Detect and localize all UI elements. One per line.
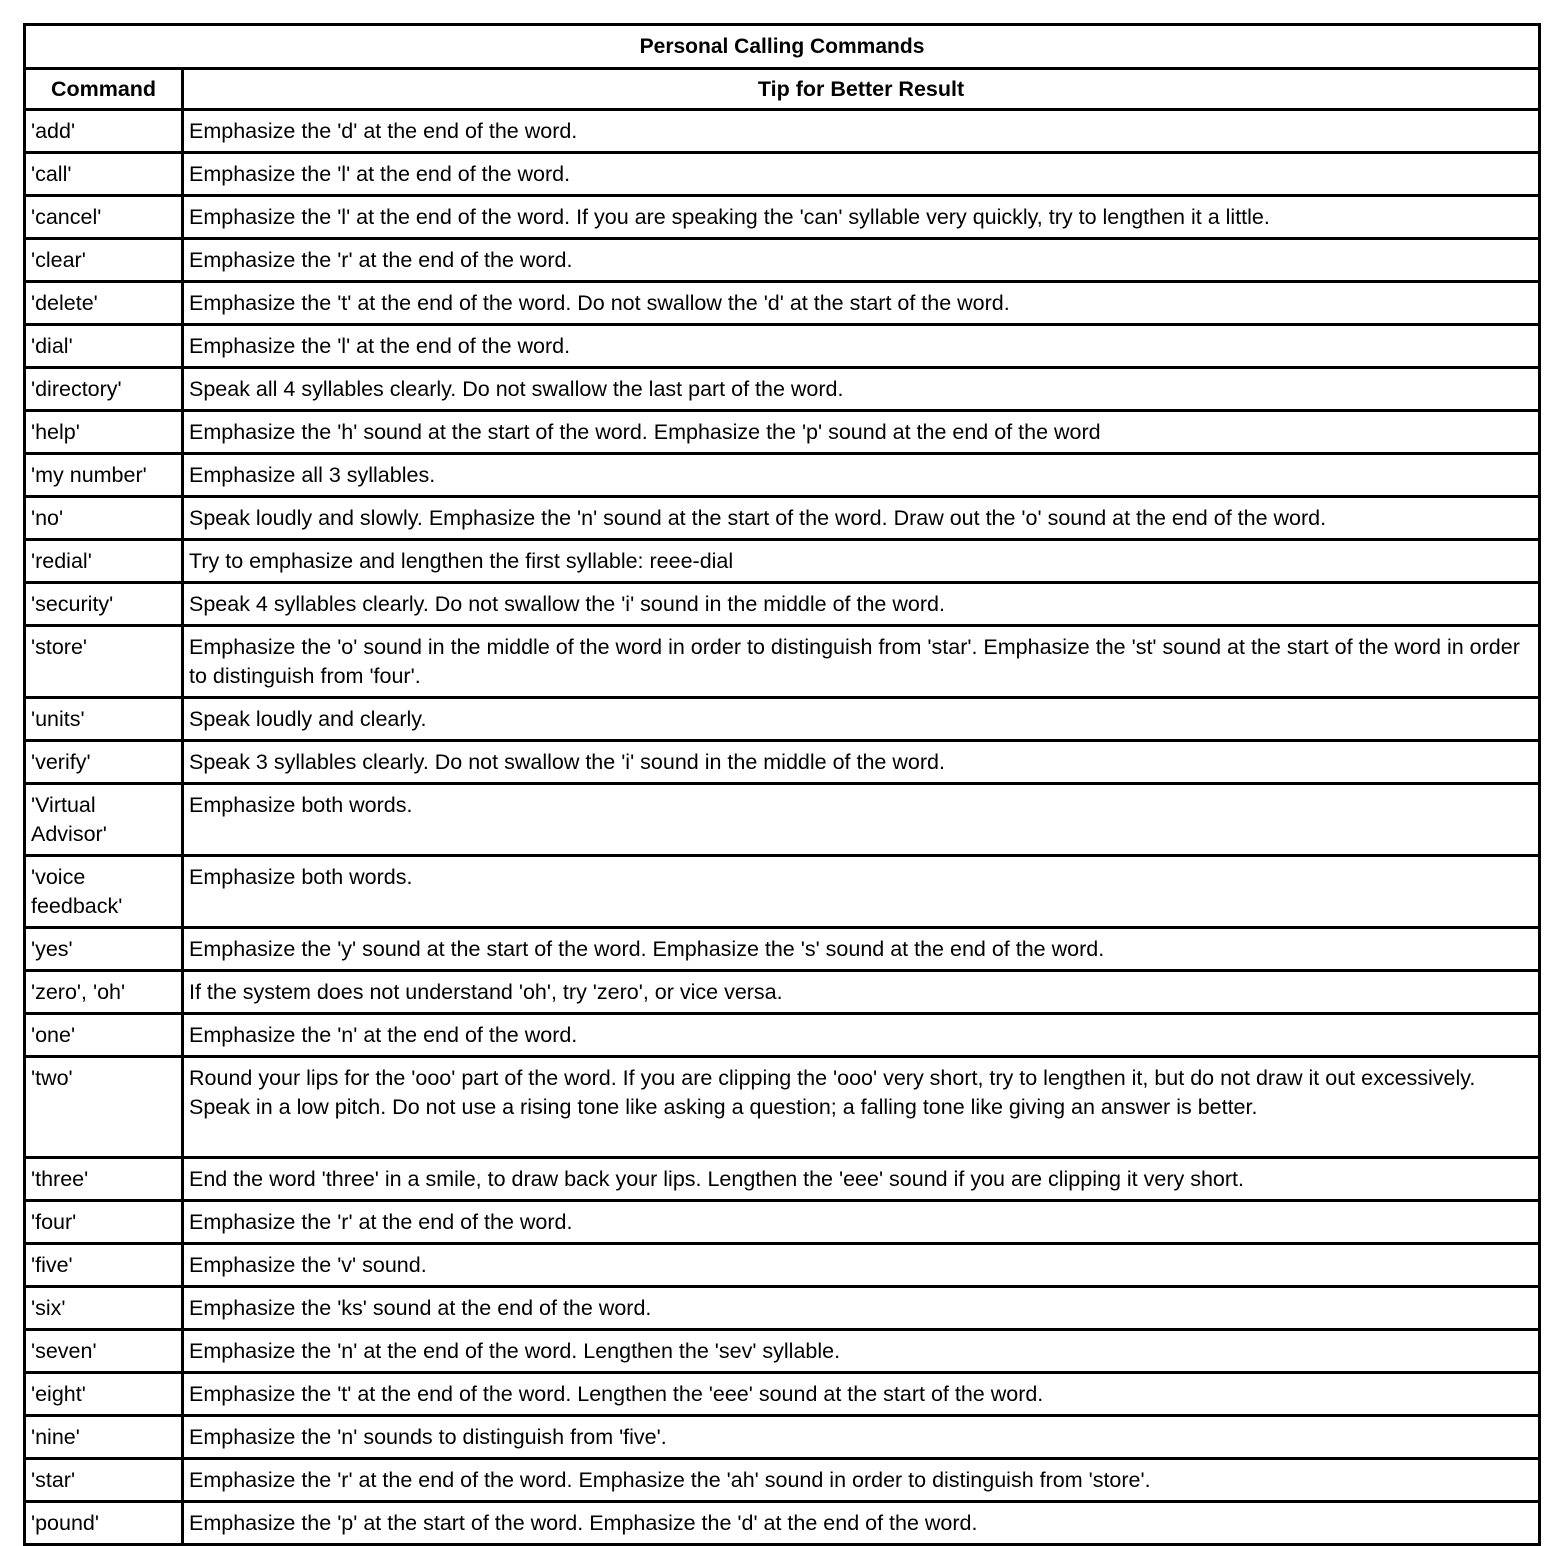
command-cell: 'seven': [25, 1330, 183, 1373]
tip-cell: Emphasize the 'y' sound at the start of the word. Emphasize the 's' sound at the end of the word.: [183, 928, 1540, 971]
table-row: [25, 698, 1540, 741]
command-cell: 'dial': [25, 325, 183, 368]
table-row: [25, 282, 1540, 325]
column-header-command: Command: [25, 69, 183, 110]
command-cell: 'add': [25, 110, 183, 153]
column-header-tip: Tip for Better Result: [183, 69, 1540, 110]
tip-cell: Emphasize the 'l' at the end of the word.: [183, 153, 1540, 196]
command-cell: 'two': [25, 1057, 183, 1158]
tip-cell: Emphasize the 'd' at the end of the word.: [183, 110, 1540, 153]
tip-cell: Emphasize the 'n' sounds to distinguish from 'five'.: [183, 1416, 1540, 1459]
tip-cell: Emphasize the 'ks' sound at the end of the word.: [183, 1287, 1540, 1330]
tip-cell: Emphasize the 'r' at the end of the word. Emphasize the 'ah' sound in order to distinguish from 'store'.: [183, 1459, 1540, 1502]
table-row: [25, 239, 1540, 282]
tip-cell: Speak loudly and clearly.: [183, 698, 1540, 741]
tip-cell: Emphasize the 'r' at the end of the word.: [183, 239, 1540, 282]
table-row: [25, 110, 1540, 153]
command-cell: 'cancel': [25, 196, 183, 239]
command-cell: 'yes': [25, 928, 183, 971]
command-cell: 'star': [25, 1459, 183, 1502]
tip-cell: Emphasize the 'o' sound in the middle of the word in order to distinguish from 'star'. Emphasize the 'st' sound at the start of the word in order to distinguish from 'four'.: [183, 626, 1540, 698]
command-cell: 'verify': [25, 741, 183, 784]
tip-cell: Emphasize both words.: [183, 784, 1540, 856]
tip-cell: Emphasize the 'n' at the end of the word. Lengthen the 'sev' syllable.: [183, 1330, 1540, 1373]
tip-cell: Emphasize the 'r' at the end of the word.: [183, 1201, 1540, 1244]
table-row: [25, 1330, 1540, 1373]
command-cell: 'units': [25, 698, 183, 741]
table-row: [25, 454, 1540, 497]
tip-cell: Emphasize the 't' at the end of the word. Lengthen the 'eee' sound at the start of the word.: [183, 1373, 1540, 1416]
tip-cell: Speak all 4 syllables clearly. Do not swallow the last part of the word.: [183, 368, 1540, 411]
table-row: [25, 856, 1540, 928]
table-row: [25, 1158, 1540, 1201]
tip-cell: Emphasize the 'h' sound at the start of the word. Emphasize the 'p' sound at the end of the word: [183, 411, 1540, 454]
tip-cell: Speak loudly and slowly. Emphasize the 'n' sound at the start of the word. Draw out the 'o' sound at the end of the word.: [183, 497, 1540, 540]
command-cell: 'store': [25, 626, 183, 698]
table-row: [25, 1459, 1540, 1502]
command-cell: 'pound': [25, 1502, 183, 1545]
command-cell: 'directory': [25, 368, 183, 411]
table-row: [25, 411, 1540, 454]
table-row: [25, 1057, 1540, 1158]
table-row: [25, 1373, 1540, 1416]
tip-cell: Speak 4 syllables clearly. Do not swallow the 'i' sound in the middle of the word.: [183, 583, 1540, 626]
command-cell: 'no': [25, 497, 183, 540]
tip-cell: End the word 'three' in a smile, to draw back your lips. Lengthen the 'eee' sound if you are clipping it very short.: [183, 1158, 1540, 1201]
command-cell: 'voice feedback': [25, 856, 183, 928]
table-row: [25, 1201, 1540, 1244]
command-cell: 'six': [25, 1287, 183, 1330]
table-row: [25, 741, 1540, 784]
command-cell: 'clear': [25, 239, 183, 282]
table-row: [25, 928, 1540, 971]
command-cell: 'nine': [25, 1416, 183, 1459]
table-row: [25, 1014, 1540, 1057]
tip-cell: Emphasize the 'l' at the end of the word. If you are speaking the 'can' syllable very quickly, try to lengthen it a little.: [183, 196, 1540, 239]
table-row: [25, 1502, 1540, 1545]
table-row: [25, 153, 1540, 196]
table-row: [25, 196, 1540, 239]
tip-cell: Emphasize both words.: [183, 856, 1540, 928]
command-cell: 'delete': [25, 282, 183, 325]
command-cell: 'three': [25, 1158, 183, 1201]
commands-table: [23, 23, 1541, 1546]
tip-cell: Round your lips for the 'ooo' part of the word. If you are clipping the 'ooo' very short, try to lengthen it, but do not draw it out excessively. Speak in a low pitch. Do not use a rising tone like asking a question; a falling tone like giving an answer is better.: [183, 1057, 1540, 1158]
tip-cell: Speak 3 syllables clearly. Do not swallow the 'i' sound in the middle of the word.: [183, 741, 1540, 784]
table-row: [25, 368, 1540, 411]
tip-cell: Emphasize the 'v' sound.: [183, 1244, 1540, 1287]
tip-cell: Try to emphasize and lengthen the first syllable: reee-dial: [183, 540, 1540, 583]
command-cell: 'zero', 'oh': [25, 971, 183, 1014]
command-cell: 'Virtual Advisor': [25, 784, 183, 856]
table-title: Personal Calling Commands: [25, 25, 1540, 69]
command-cell: 'eight': [25, 1373, 183, 1416]
tip-cell: Emphasize the 'l' at the end of the word.: [183, 325, 1540, 368]
table-row: [25, 497, 1540, 540]
command-cell: 'five': [25, 1244, 183, 1287]
command-cell: 'redial': [25, 540, 183, 583]
command-cell: 'one': [25, 1014, 183, 1057]
table-row: [25, 540, 1540, 583]
tip-cell: Emphasize all 3 syllables.: [183, 454, 1540, 497]
table-row: [25, 1287, 1540, 1330]
table-row: [25, 583, 1540, 626]
table-row: [25, 1416, 1540, 1459]
table-row: [25, 325, 1540, 368]
command-cell: 'four': [25, 1201, 183, 1244]
command-cell: 'my number': [25, 454, 183, 497]
tip-cell: If the system does not understand 'oh', try 'zero', or vice versa.: [183, 971, 1540, 1014]
table-row: [25, 626, 1540, 698]
table-row: [25, 784, 1540, 856]
command-cell: 'help': [25, 411, 183, 454]
tip-cell: Emphasize the 'n' at the end of the word.: [183, 1014, 1540, 1057]
command-cell: 'call': [25, 153, 183, 196]
tip-cell: Emphasize the 'p' at the start of the word. Emphasize the 'd' at the end of the word.: [183, 1502, 1540, 1545]
table-row: [25, 1244, 1540, 1287]
table-row: [25, 971, 1540, 1014]
tip-cell: Emphasize the 't' at the end of the word. Do not swallow the 'd' at the start of the word.: [183, 282, 1540, 325]
command-cell: 'security': [25, 583, 183, 626]
